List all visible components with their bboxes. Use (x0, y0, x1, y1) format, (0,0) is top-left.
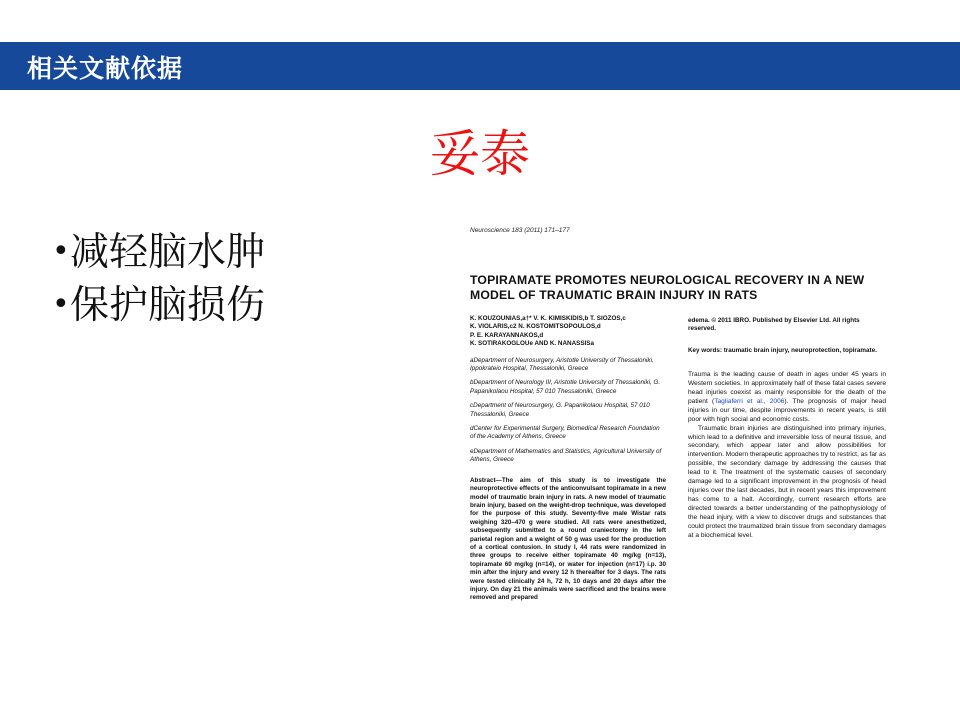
paper-journal-citation: Neuroscience 183 (2011) 171–177 (470, 227, 570, 234)
paper-title-line: TOPIRAMATE PROMOTES NEUROLOGICAL RECOVERY IN A NEW (470, 273, 865, 287)
slide-title: 妥泰 (430, 125, 530, 183)
affiliation: dCenter for Experimental Surgery, Biomedical Research Foundation of the Academy of Athens, Greece (470, 425, 660, 441)
author-line: K. VIOLARIS,c2 N. KOSTOMITSOPOULOS,d (470, 323, 601, 331)
paper-left-column (470, 315, 666, 603)
affiliation: aDepartment of Neurosurgery, Aristotle University of Thessaloniki, Ippokrateio Hospital, Thessaloniki, Greece (470, 356, 654, 373)
bullet-item (52, 226, 265, 279)
bullet-text: 保护脑损伤 (70, 283, 266, 328)
intro-paragraph (688, 371, 886, 424)
affiliation: bDepartment of Neurology III, Aristotle University of Thessaloniki, G. Papanikolaou Hospital, 57 010 Thessaloniki, Greece (470, 379, 661, 395)
header-bar (0, 42, 960, 90)
citation-link: Tagliaferri et al., 2006 (714, 397, 785, 405)
author-line: P. E. KARAYANNAKOS,d (470, 331, 544, 339)
bullet-dot: • (52, 287, 70, 322)
paper-right-column (688, 317, 886, 540)
paper-keywords: Key words: traumatic brain injury, neuroprotection, topiramate. (688, 346, 877, 354)
bullet-text: 减轻脑水肿 (70, 230, 266, 275)
bullet-dot: • (52, 234, 70, 269)
affiliation: cDepartment of Neurosurgery, G. Papanikolaou Hospital, 57 010 Thessaloniki, Greece (470, 402, 650, 418)
header-title: 相关文献依据 (27, 54, 184, 83)
paper-title-line: MODEL OF TRAUMATIC BRAIN INJURY IN RATS (470, 288, 758, 302)
paper-excerpt-image (466, 223, 888, 609)
paper-introduction (688, 371, 886, 540)
author-line: K. SOTIRAKOGLOUe AND K. NANASSISa (470, 340, 594, 348)
paper-copyright: edema. © 2011 IBRO. Published by Elsevier Ltd. All rights reserved. (688, 317, 860, 333)
paper-title (470, 273, 882, 303)
bullet-item (52, 279, 265, 332)
affiliation: eDepartment of Mathematics and Statistics, Agricultural University of Athens, Greece (470, 447, 662, 464)
paper-authors (470, 315, 666, 349)
intro-paragraph: Traumatic brain injuries are distinguished into primary injuries, which lead to a definitive and irreversible loss of neural tissue, and secondary, which appear later and allow possibilities for intervention. Modern therapeutic approaches try to restrict, as far as possible, the secondary damage by addressing the causes that lead to it. The treatment of the systematic causes of secondary damage led to a significant improvement in the prognosis of head injuries over the last decades, but in recent years this improvement has come to a halt. Accordingly, current research efforts are directed towards a better understanding of the pathophysiology of the head injury, with a view to discover drugs and substances that could protect the traumatized brain tissue from secondary damages at a biochemical level. (688, 424, 886, 539)
author-line: K. KOUZOUNIAS,a†* V. K. KIMISKIDIS,b T. SIOZOS,c (470, 315, 626, 322)
intro-text: ). The prognosis of major head injuries in our time, despite improvements in recent years, is still poor with high social and economic costs. (688, 397, 887, 423)
intro-text: Trauma is the leading cause of death in ages under 45 years in Western societies. In approximately half of these fatal cases severe head injuries coexist as mainly responsible for the death of the patient ( (688, 371, 886, 405)
bullet-list (52, 226, 265, 332)
paper-abstract: Abstract—The aim of this study is to investigate the neuroprotective effects of the anticonvulsant topiramate in a new model of traumatic brain injury in rats. A new model of traumatic brain injury, based on the weight-drop technique, was developed for the purpose of this study. Seventy-five male Wistar rats weighing 320–470 g were studied. All rats were anesthetized, subsequently submitted to a round craniectomy in the left parietal region and a weight of 50 g was used for the production of a cortical contusion. In study I, 44 rats were randomized in three groups to receive either topiramate 40 mg/kg (n=13), topiramate 60 mg/kg (n=14), or water for injection (n=17) i.p. 30 min after the injury and every 12 h thereafter for 3 days. The rats were tested clinically 24 h, 72 h, 10 days and 20 days after the injury. On day 21 the animals were sacrificed and the brains were removed and prepared (470, 476, 666, 602)
